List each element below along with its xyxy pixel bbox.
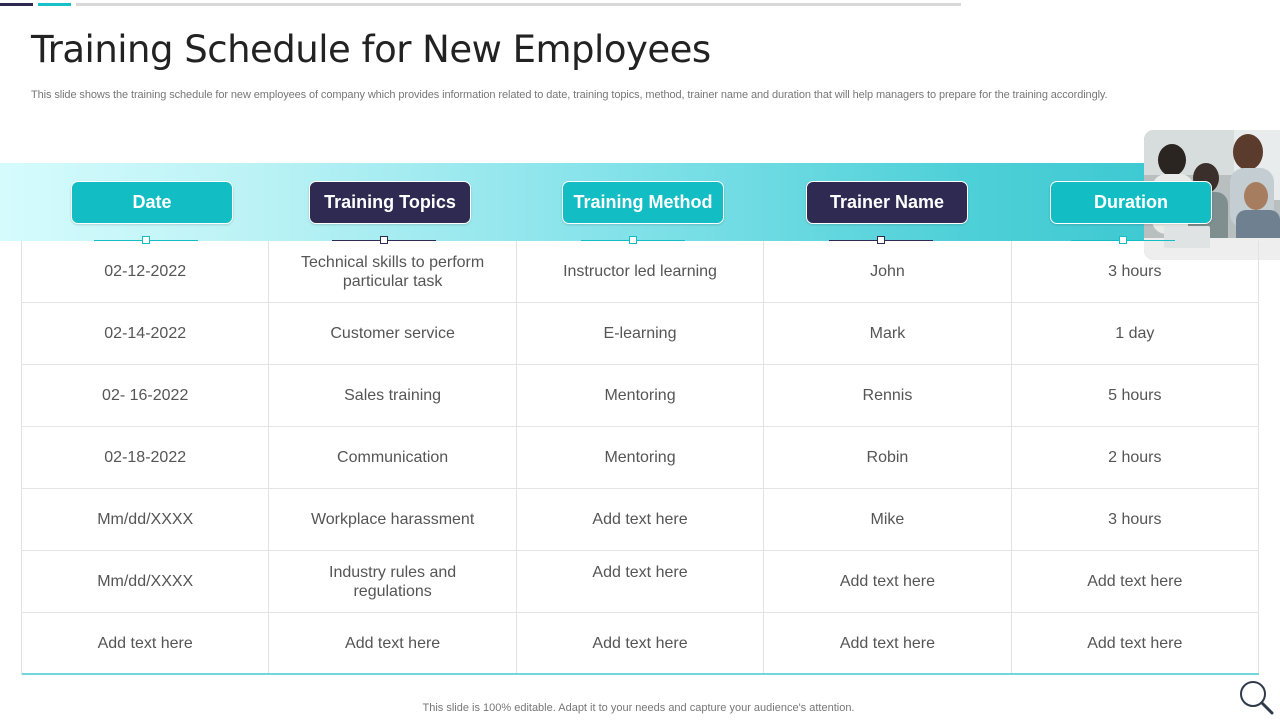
table-cell: Robin [764,427,1011,488]
header-training-topics: Training Topics [309,181,471,224]
table-row [22,613,1259,675]
table-cell: Industry rules and regulations [269,551,516,612]
header-trainer-name: Trainer Name [806,181,968,224]
table-cell: Add text here [517,489,764,550]
accent-bar-teal [38,3,71,6]
table-cell: Add text here [22,613,269,673]
table-cell: Rennis [764,365,1011,426]
table-cell: 02-14-2022 [22,303,269,364]
table-row [22,427,1259,489]
table-cell: E-learning [517,303,764,364]
table-cell: Add text here [517,613,764,673]
header-date: Date [71,181,233,224]
table-row [22,365,1259,427]
table-cell: Communication [269,427,516,488]
table-cell: Add text here [269,613,516,673]
footer-text: This slide is 100% editable. Adapt it to your needs and capture your audience's attention. [422,702,855,714]
table-cell: Add text here [1012,613,1259,673]
table-cell: Mm/dd/XXXX [22,489,269,550]
table-cell: Add text here [764,551,1011,612]
table-cell: Mentoring [517,427,764,488]
table-row [22,489,1259,551]
table-cell: Technical skills to perform particular task [269,241,516,302]
magnifier-icon [1236,677,1276,717]
accent-bar-dark [0,3,33,6]
table-cell: Mike [764,489,1011,550]
table-cell: Customer service [269,303,516,364]
slide-footer [0,702,1280,714]
table-cell: Add text here [764,613,1011,673]
table-cell: Sales training [269,365,516,426]
table-cell: Workplace harassment [269,489,516,550]
table-cell: 1 day [1012,303,1259,364]
slide-title: Training Schedule for New Employees [31,28,711,71]
table-cell: 02-12-2022 [22,241,269,302]
table-cell: 02-18-2022 [22,427,269,488]
table-cell: Add text here [517,551,764,612]
table-cell: Mm/dd/XXXX [22,551,269,612]
slide-subtitle: This slide shows the training schedule for new employees of company which provides information related to date, training topics, method, trainer name and duration that will help managers to prepare for the training accordingly. [31,89,1108,101]
table-cell: 3 hours [1012,241,1259,302]
table-row [22,241,1259,303]
table-cell: 2 hours [1012,427,1259,488]
table-cell: John [764,241,1011,302]
header-training-method: Training Method [562,181,724,224]
table-cell: Mark [764,303,1011,364]
table-cell: Add text here [1012,551,1259,612]
table-cell: 02- 16-2022 [22,365,269,426]
table-cell: 5 hours [1012,365,1259,426]
table-cell: Instructor led learning [517,241,764,302]
schedule-table [21,241,1259,675]
table-row [22,551,1259,613]
table-cell: 3 hours [1012,489,1259,550]
header-duration: Duration [1050,181,1212,224]
table-row [22,303,1259,365]
table-cell: Mentoring [517,365,764,426]
accent-bar-grey [76,3,961,6]
